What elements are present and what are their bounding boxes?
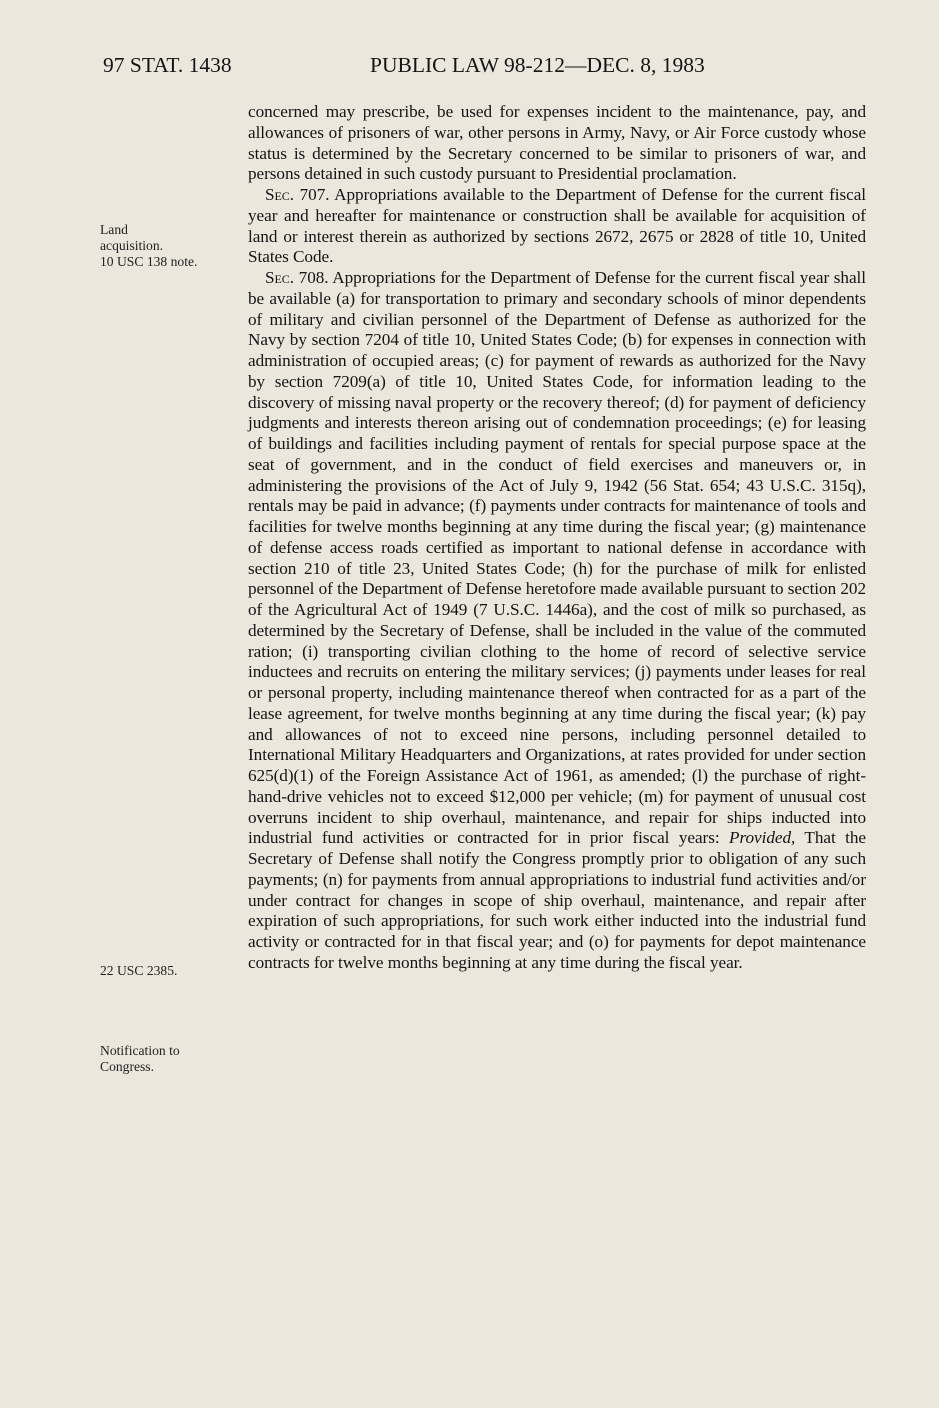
- margin-note-line: Land: [100, 222, 128, 237]
- margin-note-line: Congress.: [100, 1059, 154, 1074]
- continued-paragraph: concerned may prescribe, be used for expenses incident to the maintenance, pay, and allowances of prisoners of war, other persons in Army, Navy, or Air Force custody whose status is determined by the Secretary concerned to be similar to prisoners of war, and persons detained in such custody pursuant to Presidential proclamation.: [248, 102, 866, 184]
- section-708: [248, 268, 866, 974]
- page-header: [0, 53, 939, 83]
- section-707-text: 707. Appropriations available to the Department of Defense for the current fiscal year and hereafter for maintenance or construction shall be available for acquisition of land or interest therein as authorized by sections 2672, 2675 or 2828 of title 10, United States Code.: [248, 185, 866, 267]
- margin-note-line: 22 USC 2385.: [100, 963, 178, 978]
- section-label: Sec.: [265, 268, 294, 287]
- public-law-title: PUBLIC LAW 98-212—DEC. 8, 1983: [370, 53, 705, 77]
- margin-note-notification: [100, 1043, 230, 1075]
- section-708-text-b: That the Secretary of Defense shall notify the Congress promptly prior to obligation of any such payments; (n) for payments from annual appropriations to industrial fund activities and/or under contract for changes in scope of ship overhaul, maintenance, and repair after expiration of such appropriations, for such work either inducted into the industrial fund activity or contracted for in that fiscal year; and (o) for payments for depot maintenance contracts for twelve months beginning at any time during the fiscal year.: [248, 828, 866, 972]
- statute-body: [248, 102, 866, 974]
- section-708-text-a: 708. Appropriations for the Department of Defense for the current fiscal year shall be available (a) for transportation to primary and secondary schools of minor dependents of military and civilian personnel of the Department of Defense as authorized for the Navy by section 7204 of title 10, United States Code; (b) for expenses in connection with administration of occupied areas; (c) for payment of rewards as authorized for the Navy by section 7209(a) of title 10, United States Code, for information leading to the discovery of missing naval property or the recovery thereof; (d) for payment of deficiency judgments and interests thereon arising out of condemnation proceedings; (e) for leasing of buildings and facilities including payment of rentals for special purpose space at the seat of government, and in the conduct of field exercises and maneuvers or, in administering the provisions of the Act of July 9, 1942 (56 Stat. 654; 43 U.S.C. 315q), rentals may be paid in advance; (f) payments under contracts for maintenance of tools and facilities for twelve months beginning at any time during the fiscal year; (g) maintenance of defense access roads certified as important to national defense in accordance with section 210 of title 23, United States Code; (h) for the purchase of milk for enlisted personnel of the Department of Defense heretofore made available pursuant to section 202 of the Agricultural Act of 1949 (7 U.S.C. 1446a), and the cost of milk so purchased, as determined by the Secretary of Defense, shall be included in the value of the commuted ration; (i) transporting civilian clothing to the home of record of selective service inductees and recruits on entering the military services; (j) payments under leases for real or personal property, including maintenance thereof when contracted for as a part of the lease agreement, for twelve months beginning at any time during the fiscal year; (k) pay and allowances of not to exceed nine persons, including personnel detailed to International Military Headquarters and Organizations, at rates provided for under section 625(d)(1) of the Foreign Assistance Act of 1961, as amended; (l) the purchase of right-hand-drive vehicles not to exceed $12,000 per vehicle; (m) for payment of unusual cost overruns incident to ship overhaul, maintenance, and repair for ships inducted into industrial fund activities or contracted for in prior fiscal years:: [248, 268, 866, 848]
- section-label: Sec.: [265, 185, 294, 204]
- margin-note-land-acquisition: [100, 222, 230, 270]
- margin-note-usc-2385: [100, 963, 230, 979]
- margin-note-line: acquisition.: [100, 238, 164, 253]
- provided-term: Provided,: [729, 828, 796, 848]
- statute-page-number: 97 STAT. 1438: [103, 53, 232, 77]
- margin-note-line: 10 USC 138 note.: [100, 254, 198, 269]
- section-707: [248, 185, 866, 268]
- margin-note-line: Notification to: [100, 1043, 180, 1058]
